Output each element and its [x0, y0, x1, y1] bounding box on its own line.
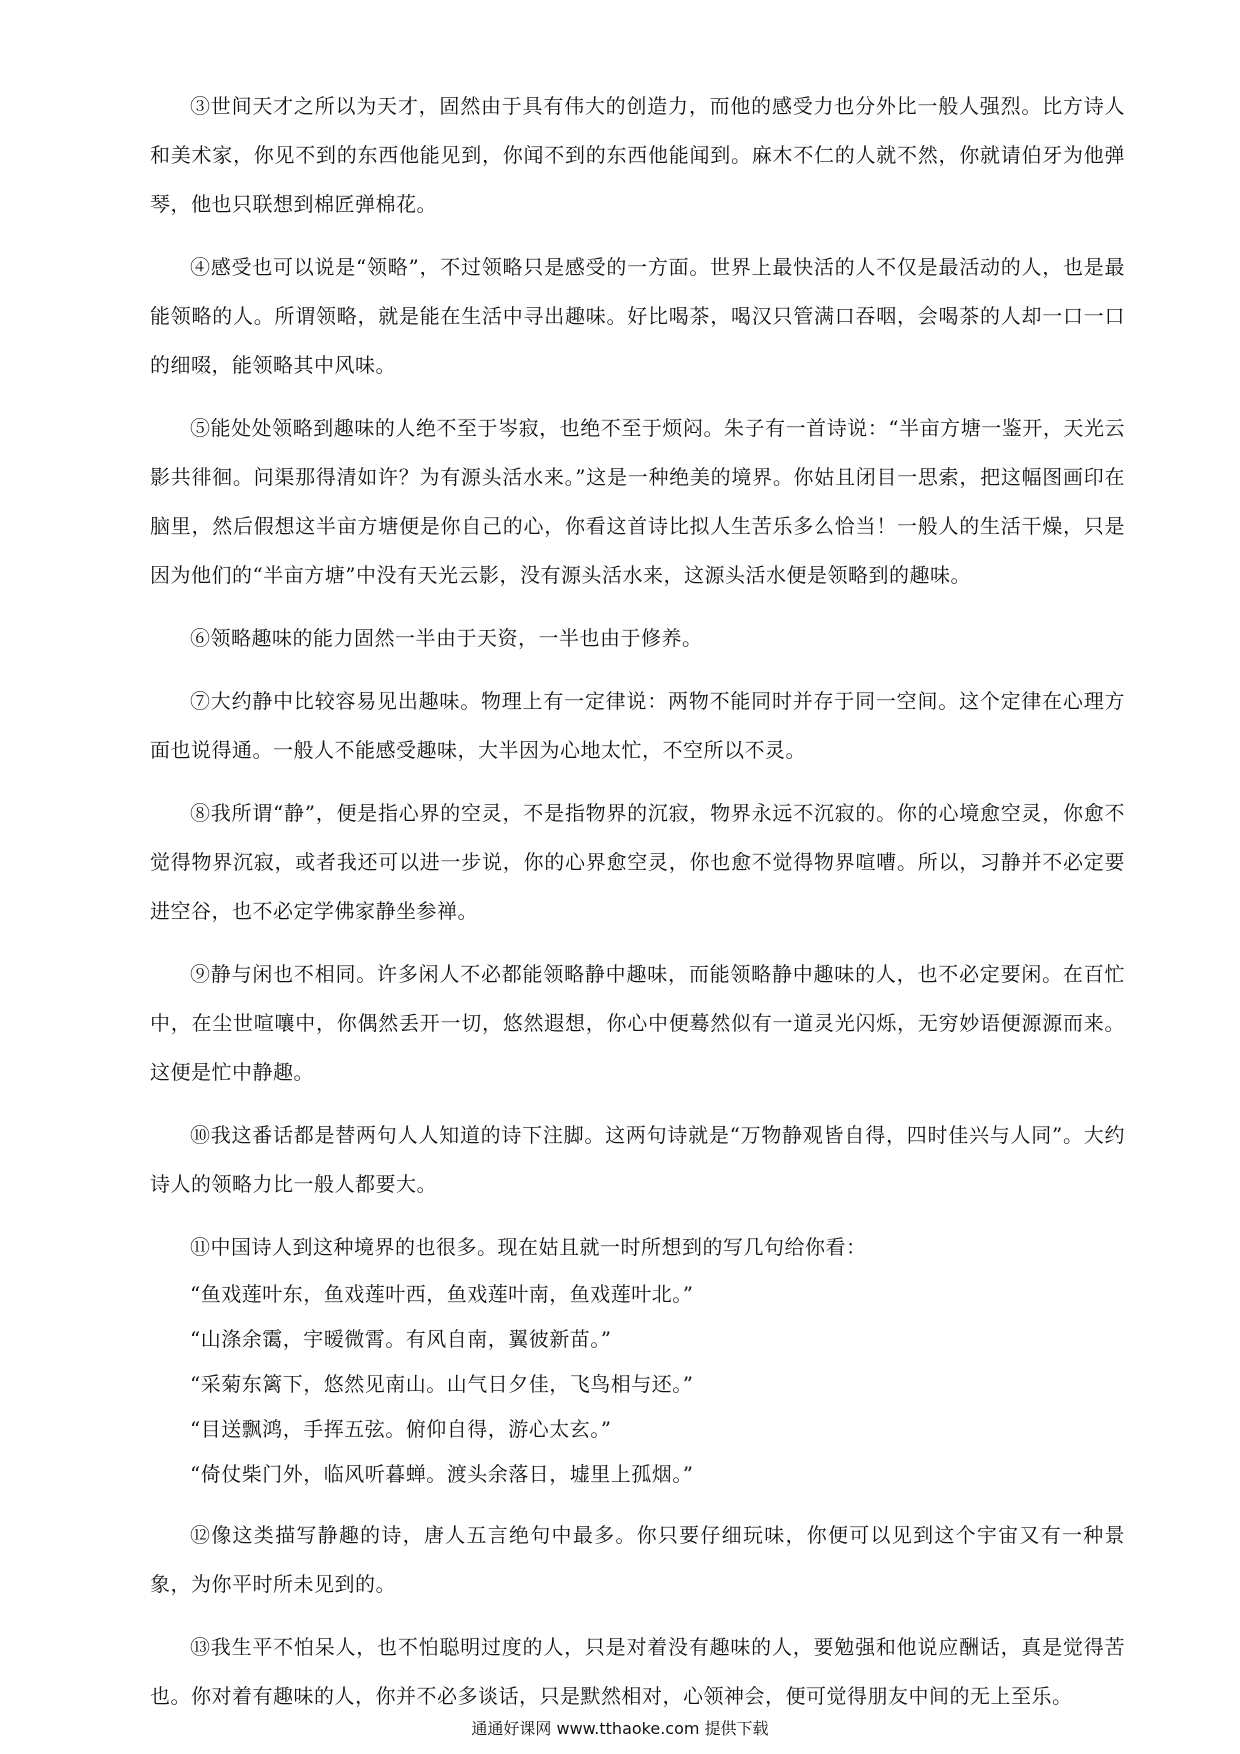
poem-line: “采菊东篱下，悠然见南山。山气日夕佳，飞鸟相与还。”: [190, 1372, 694, 1396]
paragraph-5: ⑤能处处领略到趣味的人绝不至于岑寂，也绝不至于烦闷。朱子有一首诗说：“半亩方塘一鉴开，天光云影共徘徊。问渠那得清如许？为有源头活水来。”这是一种绝美的境界。你姑且闭目一思索，把这幅图画印在脑里，然后假想这半亩方塘便是你自己的心，你看这首诗比拟人生苦乐多么恰当！一般人的生活干燥，只是因为他们的“半亩方塘”中没有天光云影，没有源头活水来，这源头活水便是领略到的趣味。: [150, 416, 1125, 587]
article-body: [150, 82, 1125, 1735]
paragraph-3: ③世间天才之所以为天才，固然由于具有伟大的创造力，而他的感受力也分外比一般人强烈。比方诗人和美术家，你见不到的东西他能见到，你闻不到的东西他能闻到。麻木不仁的人就不然，你就请伯牙为他弹琴，他也只联想到棉匠弹棉花。: [150, 94, 1125, 216]
paragraph-9: ⑨静与闲也不相同。许多闲人不必都能领略静中趣味，而能领略静中趣味的人，也不必定要闲。在百忙中，在尘世喧嚷中，你偶然丢开一切，悠然遐想，你心中便蓦然似有一道灵光闪烁，无穷妙语便源源而来。这便是忙中静趣。: [150, 962, 1125, 1084]
paragraph-11: ⑪中国诗人到这种境界的也很多。现在姑且就一时所想到的写几句给你看：: [190, 1235, 867, 1259]
poem-line: “倚仗柴门外，临风听暮蝉。渡头余落日，墟里上孤烟。”: [190, 1462, 694, 1486]
paragraph-12: ⑫像这类描写静趣的诗，唐人五言绝句中最多。你只要仔细玩味，你便可以见到这个宇宙又有一种景象，为你平时所未见到的。: [150, 1523, 1125, 1596]
paragraph-10: ⑩我这番话都是替两句人人知道的诗下注脚。这两句诗就是“万物静观皆自得，四时佳兴与人同”。大约诗人的领略力比一般人都要大。: [150, 1123, 1125, 1196]
poem-line: “鱼戏莲叶东，鱼戏莲叶西，鱼戏莲叶南，鱼戏莲叶北。”: [190, 1282, 694, 1306]
paragraph-4: ④感受也可以说是“领略”，不过领略只是感受的一方面。世界上最快活的人不仅是最活动的人，也是最能领略的人。所谓领略，就是能在生活中寻出趣味。好比喝茶，喝汉只管满口吞咽，会喝茶的人却一口一口的细啜，能领略其中风味。: [150, 255, 1125, 377]
paragraph-8: ⑧我所谓“静”，便是指心界的空灵，不是指物界的沉寂，物界永远不沉寂的。你的心境愈空灵，你愈不觉得物界沉寂，或者我还可以进一步说，你的心界愈空灵，你也愈不觉得物界喧嘈。所以，习静并不必定要进空谷，也不必定学佛家静坐参禅。: [150, 801, 1125, 923]
poem-line: “目送飘鸿，手挥五弦。俯仰自得，游心太玄。”: [190, 1417, 612, 1441]
paragraph-7: ⑦大约静中比较容易见出趣味。物理上有一定律说：两物不能同时并存于同一空间。这个定律在心理方面也说得通。一般人不能感受趣味，大半因为心地太忙，不空所以不灵。: [150, 689, 1125, 762]
poem-line: “山涤余霭，宇暧微霄。有风自南，翼彼新苗。”: [190, 1327, 612, 1351]
page-footer: 通通好课网 www.tthaoke.com 提供下载: [471, 1719, 769, 1738]
poem-quotes: [150, 1272, 1125, 1497]
paragraph-13: ⑬我生平不怕呆人，也不怕聪明过度的人，只是对着没有趣味的人，要勉强和他说应酬话，真是觉得苦也。你对着有趣味的人，你并不必多谈话，只是默然相对，心领神会，便可觉得朋友中间的无上至乐。: [150, 1635, 1125, 1708]
paragraph-6: ⑥领略趣味的能力固然一半由于天资，一半也由于修养。: [190, 626, 703, 650]
